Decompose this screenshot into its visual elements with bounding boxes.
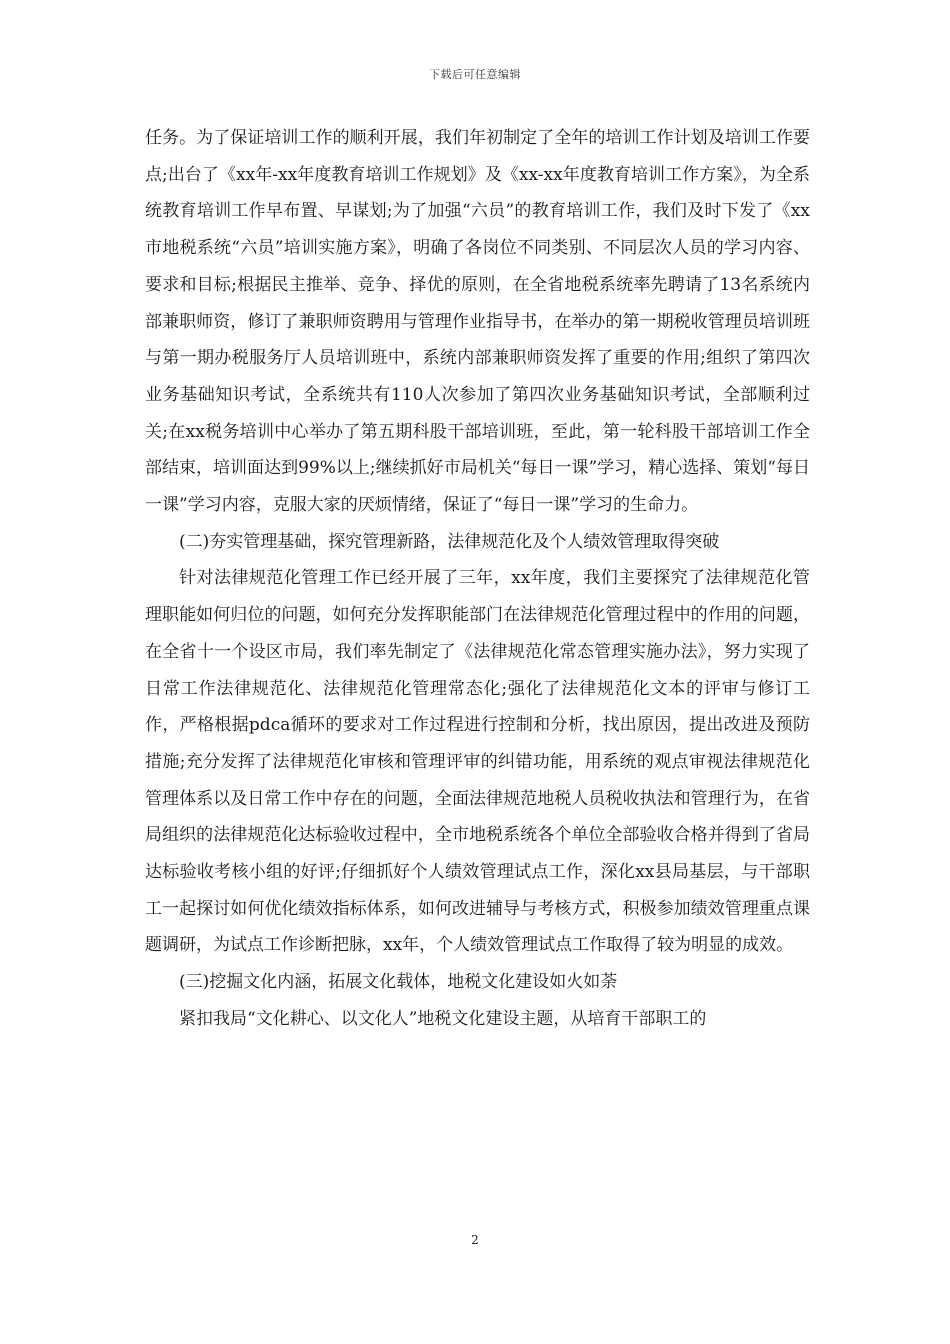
section-heading: (二)夯实管理基础，探究管理新路，法律规范化及个人绩效管理取得突破	[179, 531, 720, 552]
page-number: 2	[471, 1233, 479, 1247]
section-heading: (三)挖掘文化内涵，拓展文化载体，地税文化建设如火如荼	[179, 972, 618, 993]
body-paragraph: 针对法律规范化管理工作已经开展了三年，xx年度，我们主要探究了法律规范化管理职能如何归位的问题，如何充分发挥职能部门在法律规范化管理过程中的作用的问题，在全省十一个设区市局，我们率先制定了《法律规范化常态管理实施办法》，努力实现了日常工作法律规范化、法律规范化管理常态化;强化了法律规范化文本的评审与修订工作，严格根据pdca循环的要求对工作过程进行控制和分析，找出原因，提出改进及预防措施;充分发挥了法律规范化审核和管理评审的纠错功能，用系统的观点审视法律规范化管理体系以及日常工作中存在的问题，全面法律规范地税人员税收执法和管理行为，在省局组织的法律规范化达标验收过程中，全市地税系统各个单位全部验收合格并得到了省局达标验收考核小组的好评;仔细抓好个人绩效管理试点工作，深化xx县局基层，与干部职工一起探讨如何优化绩效指标体系，如何改进辅导与考核方式，积极参加绩效管理重点课题调研，为试点工作诊断把脉，xx年，个人绩效管理试点工作取得了较为明显的成效。	[145, 568, 810, 956]
header-note: 下载后可任意编辑	[429, 68, 521, 81]
body-paragraph: 紧扣我局“文化耕心、以文化人”地税文化建设主题，从培育干部职工的	[179, 1008, 707, 1029]
body-paragraph: 任务。为了保证培训工作的顺利开展，我们年初制定了全年的培训工作计划及培训工作要点;出台了《xx年-xx年度教育培训工作规划》及《xx-xx年度教育培训工作方案》，为全系统教育培训工作早布置、早谋划;为了加强“六员”的教育培训工作，我们及时下发了《xx市地税系统“六员”培训实施方案》，明确了各岗位不同类别、不同层次人员的学习内容、要求和目标;根据民主推举、竞争、择优的原则，在全省地税系统率先聘请了13名系统内部兼职师资，修订了兼职师资聘用与管理作业指导书，在举办的第一期税收管理员培训班与第一期办税服务厅人员培训班中，系统内部兼职师资发挥了重要的作用;组织了第四次业务基础知识考试，全系统共有110人次参加了第四次业务基础知识考试，全部顺利过关;在xx税务培训中心举办了第五期科股干部培训班，至此，第一轮科股干部培训工作全部结束，培训面达到99%以上;继续抓好市局机关“每日一课”学习，精心选择、策划“每日一课”学习内容，克服大家的厌烦情绪，保证了“每日一课”学习的生命力。	[145, 128, 810, 516]
document-body	[145, 120, 810, 1038]
